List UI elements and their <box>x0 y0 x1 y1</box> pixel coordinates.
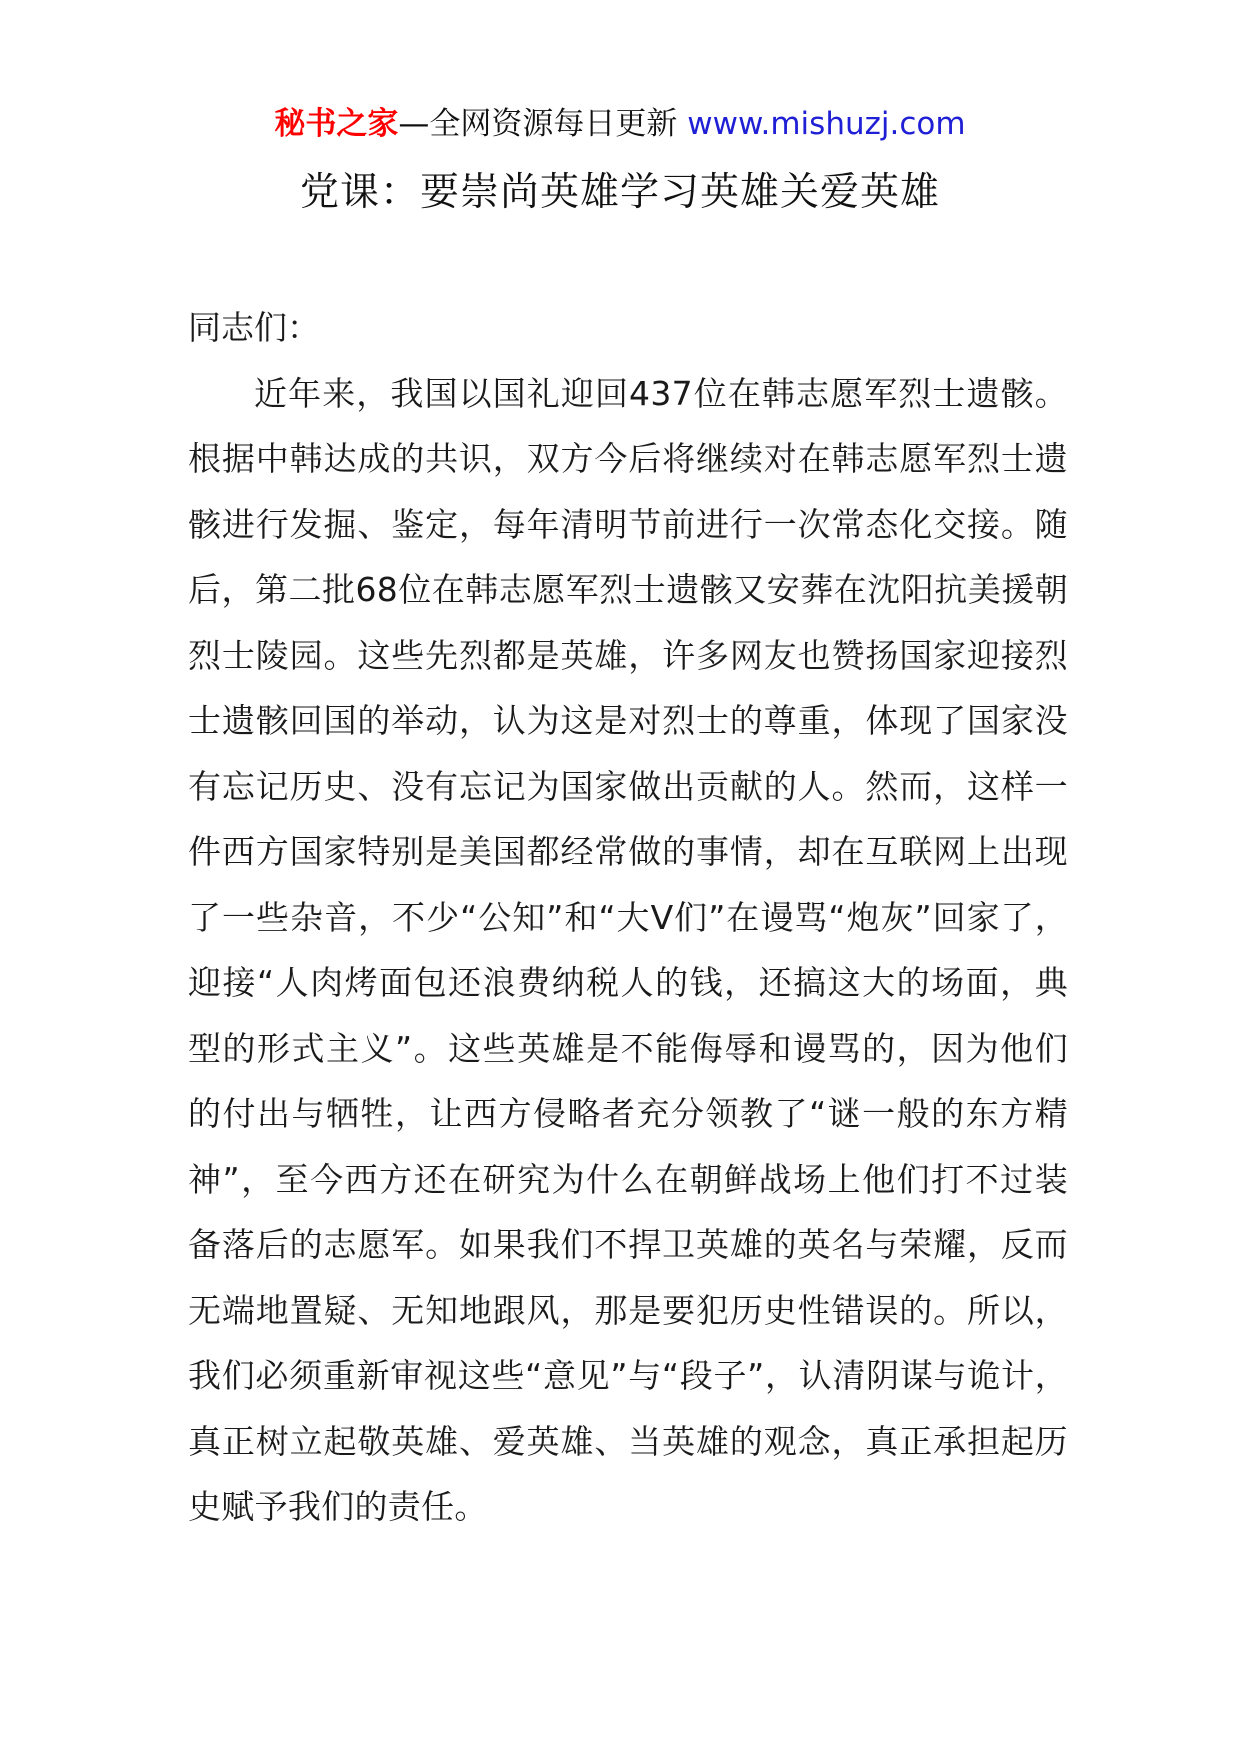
document-body <box>188 295 1068 1540</box>
site-brand: 秘书之家 <box>274 106 399 142</box>
body-paragraph: 近年来，我国以国礼迎回437位在韩志愿军烈士遗骸。根据中韩达成的共识，双方今后将继续对在韩志愿军烈士遗骸进行发掘、鉴定，每年清明节前进行一次常态化交接。随后，第二批68位在韩志愿军烈士遗骸又安葬在沈阳抗美援朝烈士陵园。这些先烈都是英雄，许多网友也赞扬国家迎接烈士遗骸回国的举动，认为这是对烈士的尊重，体现了国家没有忘记历史、没有忘记为国家做出贡献的人。然而，这样一件西方国家特别是美国都经常做的事情，却在互联网上出现了一些杂音，不少“公知”和“大V们”在谩骂“炮灰”回家了，迎接“人肉烤面包还浪费纳税人的钱，还搞这大的场面，典型的形式主义”。这些英雄是不能侮辱和谩骂的，因为他们的付出与牺牲，让西方侵略者充分领教了“谜一般的东方精神”，至今西方还在研究为什么在朝鲜战场上他们打不过装备落后的志愿军。如果我们不捍卫英雄的英名与荣耀，反而无端地置疑、无知地跟风，那是要犯历史性错误的。所以，我们必须重新审视这些“意见”与“段子”，认清阴谋与诡计，真正树立起敬英雄、爱英雄、当英雄的观念，真正承担起历史赋予我们的责任。 <box>188 373 1068 1526</box>
site-header <box>0 102 1240 146</box>
salutation: 同志们： <box>188 308 320 347</box>
site-url-link[interactable]: www.mishuzj.com <box>687 106 966 142</box>
site-tagline: —全网资源每日更新 <box>398 106 678 142</box>
document-title: 党课：要崇尚英雄学习英雄关爱英雄 <box>299 170 940 215</box>
